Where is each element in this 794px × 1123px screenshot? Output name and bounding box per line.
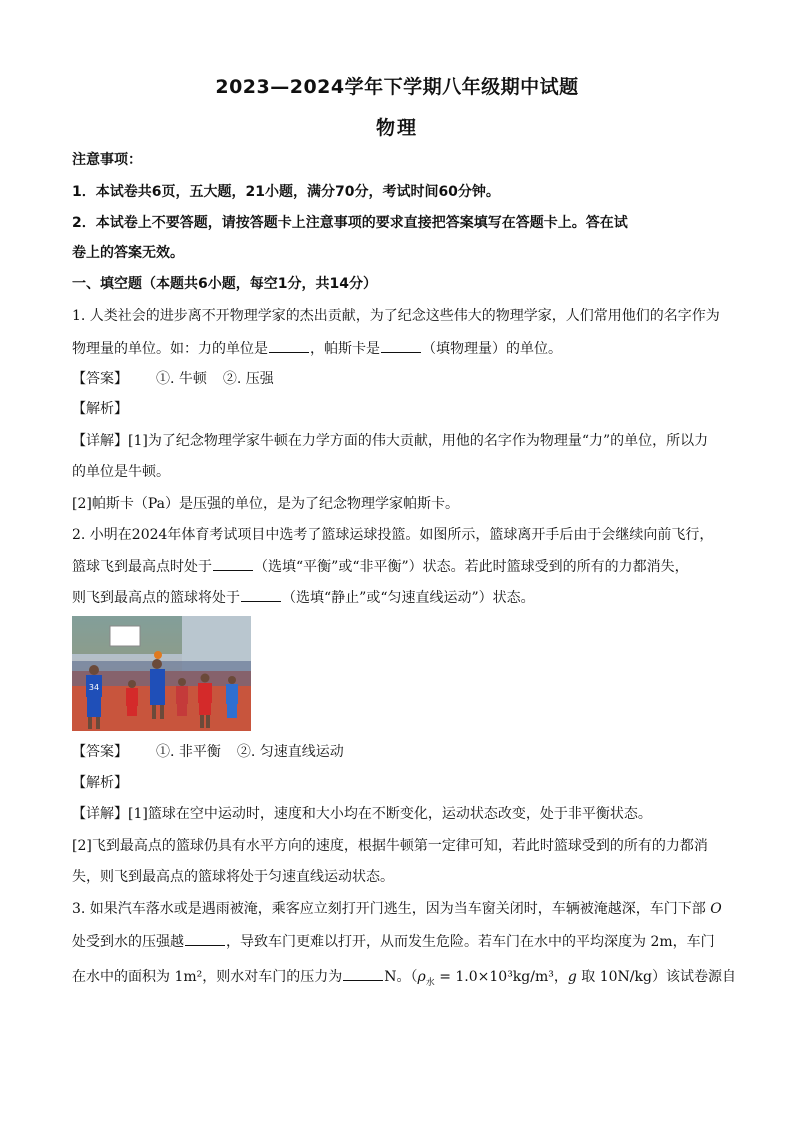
- answer-blank: [241, 587, 281, 602]
- g-symbol: g: [567, 969, 577, 985]
- analysis-tag: 【解析】: [72, 401, 128, 417]
- q1-detail-2: [2]帕斯卡（Pa）是压强的单位，是为了纪念物理学家帕斯卡。: [72, 496, 459, 512]
- basketball-photo: [72, 616, 251, 731]
- notice-item-2-line-2: 卷上的答案无效。: [72, 245, 184, 261]
- q1-line-2: [72, 338, 722, 359]
- answer-blank: [381, 338, 421, 353]
- q3-text-c: ，导致车门更难以打开，从而发生危险。若车门在水中的平均深度为 2m，车门: [226, 934, 715, 950]
- q3-text-g: 取 10N/kg）该试卷源自: [576, 969, 736, 985]
- q3-text-d: 在水中的面积为 1m²，则水对车门的压力为: [72, 969, 343, 985]
- answer-item: ②. 匀速直线运动: [236, 744, 344, 760]
- answer-tag: 【答案】: [72, 744, 128, 760]
- q2-line-2: [72, 556, 722, 577]
- q1-detail-1a: 【详解】[1]为了纪念物理学家牛顿在力学方面的伟大贡献，用他的名字作为物理量“力”的单位，所以力: [72, 433, 709, 449]
- subject-title: 物理: [375, 117, 418, 139]
- q1-text-c: （填物理量）的单位。: [422, 341, 562, 357]
- answer-blank: [185, 931, 225, 946]
- q1-answer: [72, 369, 722, 389]
- q2-text-d: （选填“静止”或“匀速直线运动”）状态。: [282, 590, 535, 606]
- q2-detail-2a: [2]飞到最高点的篮球仍具有水平方向的速度，根据牛顿第一定律可知，若此时篮球受到的所有的力都消: [72, 838, 708, 854]
- analysis-tag: 【解析】: [72, 775, 128, 791]
- notice-item-2-line-1: 2．本试卷上不要答题，请按答题卡上注意事项的要求直接把答案填写在答题卡上。答在试: [72, 215, 628, 231]
- backboard: [110, 626, 140, 646]
- q2-detail-2b: 失，则飞到最高点的篮球将处于匀速直线运动状态。: [72, 869, 394, 885]
- answer-blank: [213, 556, 253, 571]
- section-heading: 一、填空题（本题共6小题，每空1分，共14分）: [72, 276, 377, 292]
- exam-title: 2023—2024学年下学期八年级期中试题: [215, 76, 579, 98]
- q1-text-a: 物理量的单位。如：力的单位是: [72, 341, 268, 357]
- answer-item: ①. 非平衡: [156, 744, 221, 760]
- q2-text-b: （选填“平衡”或“非平衡”）状态。若此时篮球受到的所有的力都消失，: [254, 559, 689, 575]
- answer-item: ①. 牛顿: [156, 371, 207, 387]
- answer-blank: [269, 338, 309, 353]
- rho-subscript: 水: [425, 977, 435, 988]
- q3-text-b: 处受到水的压强越: [72, 934, 184, 950]
- q1-line-1: 1. 人类社会的进步离不开物理学家的杰出贡献，为了纪念这些伟大的物理学家，人们常用他们的名字作为: [72, 308, 720, 324]
- q2-answer: [72, 742, 722, 762]
- q2-text-c: 则飞到最高点的篮球将处于: [72, 590, 240, 606]
- answer-item: ②. 压强: [222, 371, 274, 387]
- q3-text-f: = 1.0×10³kg/m³，: [434, 969, 568, 985]
- point-o: O: [710, 901, 722, 917]
- q1-text-b: ，帕斯卡是: [310, 341, 380, 357]
- q2-detail-1: 【详解】[1]篮球在空中运动时，速度和大小均在不断变化，运动状态改变，处于非平衡状态。: [72, 806, 652, 822]
- q3-line-3: [72, 966, 736, 993]
- answer-blank: [343, 966, 383, 981]
- q3-line-2: [72, 931, 722, 952]
- notice-heading: 注意事项：: [72, 152, 142, 168]
- rho-symbol: ρ: [417, 969, 426, 985]
- q3-text-e: N。（: [384, 969, 418, 985]
- notice-item-1: 1．本试卷共6页，五大题，21小题，满分70分，考试时间60分钟。: [72, 184, 500, 200]
- q2-line-1: 2. 小明在2024年体育考试项目中选考了篮球运球投篮。如图所示，篮球离开手后由于会继续向前飞行，: [72, 527, 714, 543]
- answer-tag: 【答案】: [72, 371, 128, 387]
- q3-text-a: 3. 如果汽车落水或是遇雨被淹，乘客应立刻打开门逃生，因为当车窗关闭时，车辆被淹越深，车门下部: [72, 901, 706, 917]
- q2-text-a: 篮球飞到最高点时处于: [72, 559, 212, 575]
- basketball: [154, 651, 162, 659]
- q1-detail-1b: 的单位是牛顿。: [72, 464, 170, 480]
- jersey-number: 34: [88, 683, 100, 692]
- q2-line-3: [72, 587, 722, 608]
- q3-line-1: [72, 899, 722, 919]
